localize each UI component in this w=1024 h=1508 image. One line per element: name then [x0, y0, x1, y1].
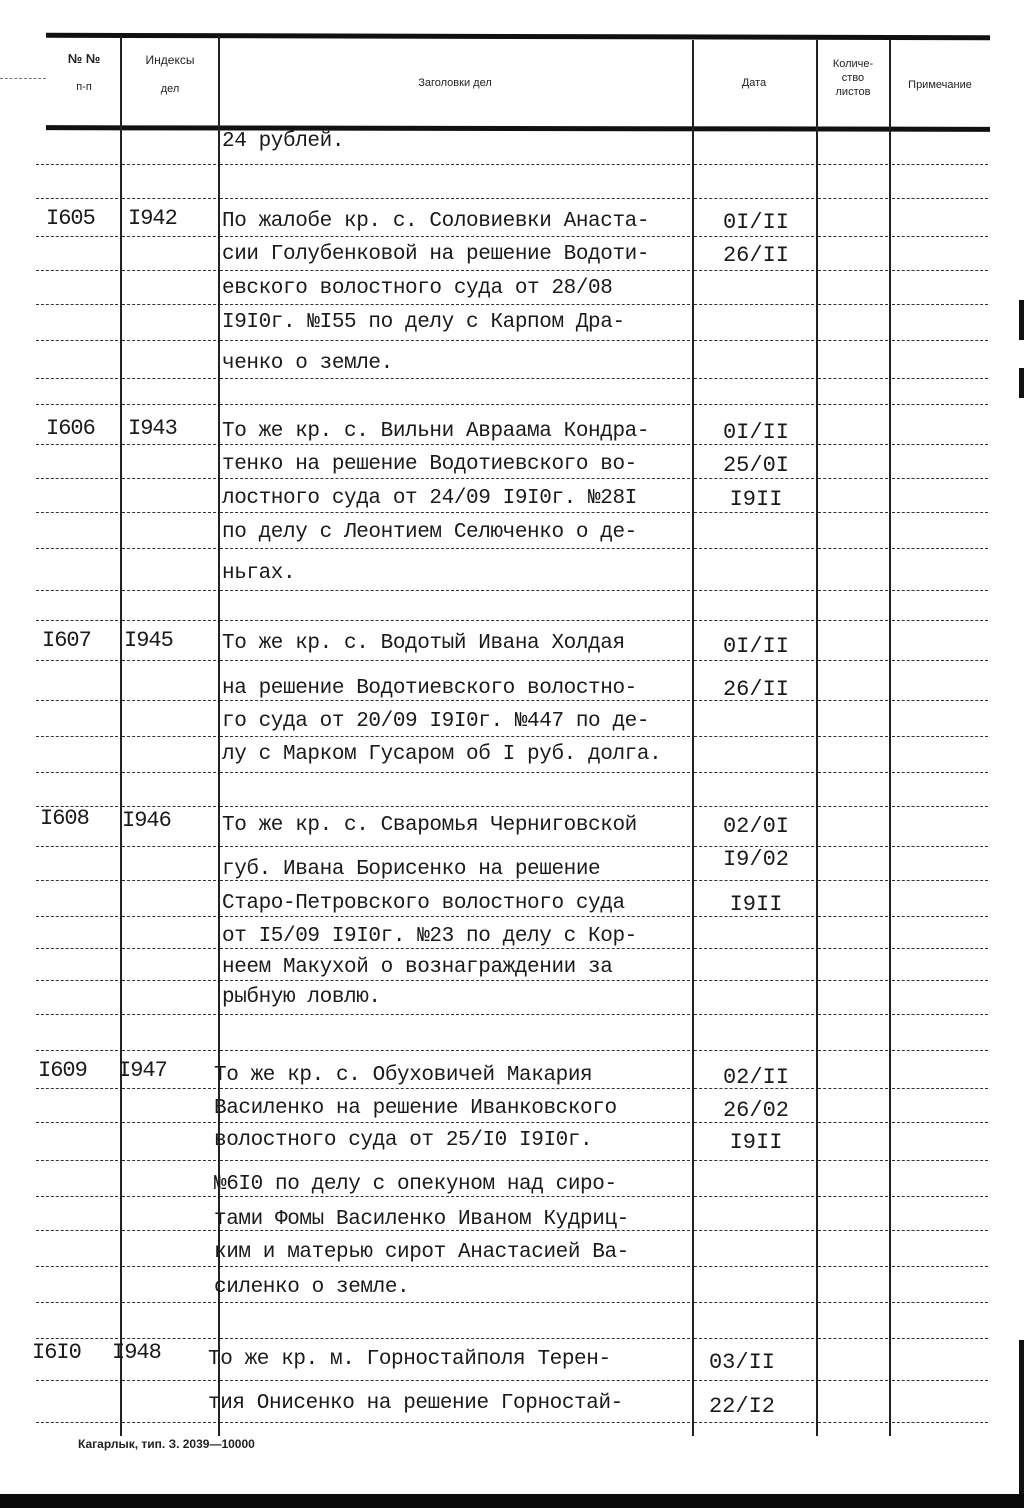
entry-title-line: I9I0г. №I55 по делу с Карпом Дра-: [222, 311, 625, 334]
ruled-line: [122, 1196, 216, 1197]
ruled-line: [220, 548, 690, 549]
ruled-line: [818, 980, 888, 981]
entry-date: 26/02: [722, 1098, 789, 1123]
ruled-line: [892, 590, 988, 591]
ruled-line: [892, 1088, 988, 1089]
ruled-line: [818, 1380, 888, 1381]
ruled-line: [818, 164, 888, 165]
ruled-line: [694, 270, 814, 271]
ruled-line: [694, 806, 814, 807]
ruled-line: [220, 1302, 690, 1303]
ruled-line: [122, 270, 216, 271]
ruled-line: [220, 270, 690, 271]
ruled-line: [220, 806, 690, 807]
ruled-line: [818, 1160, 888, 1161]
ruled-line: [122, 736, 216, 737]
ruled-line: [220, 1014, 690, 1015]
ruled-line: [694, 620, 814, 621]
ruled-line: [36, 378, 118, 379]
header-number-line1: № №: [67, 51, 101, 66]
entry-number: I606: [46, 416, 95, 441]
ruled-line: [694, 340, 814, 341]
ruled-line: [220, 590, 690, 591]
ruled-line: [892, 1014, 988, 1015]
header-date-label: Дата: [741, 77, 767, 89]
ruled-line: [122, 1266, 216, 1267]
ruled-line: [122, 880, 216, 881]
ruled-line: [36, 1050, 118, 1051]
ruled-line: [220, 948, 690, 949]
header-sheets-line2: ство: [841, 71, 865, 84]
entry-date: 02/II: [722, 1065, 789, 1090]
ruled-line: [122, 1302, 216, 1303]
ruled-line: [220, 772, 690, 773]
column-divider-date-sheets: [816, 40, 818, 1436]
header-title-label: Заголовки дел: [418, 77, 492, 89]
ruled-line: [36, 948, 118, 949]
ruled-line: [220, 980, 690, 981]
ruled-line: [818, 378, 888, 379]
ruled-line: [36, 198, 118, 199]
ruled-line: [122, 164, 216, 165]
scan-edge-mark: [1019, 368, 1024, 398]
ruled-line: [694, 880, 814, 881]
ruled-line: [892, 916, 988, 917]
ruled-line: [818, 404, 888, 405]
header-bottom-rule: [46, 125, 990, 132]
ruled-line: [694, 948, 814, 949]
printer-imprint: Кагарлык, тип. З. 2039—10000: [78, 1437, 255, 1451]
entry-title-line: лостного суда от 24/09 I9I0г. №28I: [222, 487, 637, 510]
ruled-line: [220, 444, 690, 445]
entry-date: I9/02: [722, 847, 789, 872]
ruled-line: [122, 304, 216, 305]
entry-date: 22/I2: [708, 1394, 775, 1419]
ruled-line: [122, 548, 216, 549]
ruled-line: [694, 1302, 814, 1303]
entry-title-line: ньгах.: [222, 562, 296, 585]
ruled-line: [220, 1122, 690, 1123]
ruled-line: [694, 548, 814, 549]
ruled-line: [694, 1160, 814, 1161]
entry-index: I948: [112, 1340, 161, 1365]
ruled-line: [818, 444, 888, 445]
ruled-line: [818, 620, 888, 621]
ruled-line: [220, 340, 690, 341]
continuation-text: 24 рублей.: [222, 130, 345, 153]
ruled-line: [36, 164, 118, 165]
ruled-line: [892, 512, 988, 513]
ruled-line: [122, 916, 216, 917]
ruled-line: [36, 340, 118, 341]
entry-title-line: тенко на решение Водотиевского во-: [222, 453, 637, 476]
ruled-line: [818, 1266, 888, 1267]
ruled-line: [818, 1338, 888, 1339]
header-number-line2: п-п: [76, 80, 92, 93]
header-note-label: Примечание: [908, 79, 972, 91]
ruled-line: [892, 1266, 988, 1267]
entry-title-line: го суда от 20/09 I9I0г. №447 по де-: [222, 710, 650, 733]
ruled-line: [892, 444, 988, 445]
ruled-line: [36, 478, 118, 479]
ruled-line: [694, 512, 814, 513]
ruled-line: [818, 916, 888, 917]
ruled-line: [892, 806, 988, 807]
entry-date: 26/II: [722, 677, 789, 702]
ruled-line: [892, 1230, 988, 1231]
ruled-line: [122, 980, 216, 981]
ruled-line: [892, 304, 988, 305]
ruled-line: [694, 736, 814, 737]
column-divider-title-date: [692, 40, 694, 1436]
ruled-line: [36, 846, 118, 847]
ruled-line: [36, 270, 118, 271]
ruled-line: [220, 512, 690, 513]
entry-index: I946: [122, 808, 171, 833]
ruled-line: [36, 880, 118, 881]
ruled-line: [892, 404, 988, 405]
ruled-line: [818, 270, 888, 271]
ruled-line: [694, 404, 814, 405]
ruled-line: [818, 660, 888, 661]
ruled-line: [122, 236, 216, 237]
ruled-line: [122, 1050, 216, 1051]
entry-number: I605: [46, 206, 95, 231]
entry-title-line: силенко о земле.: [214, 1276, 410, 1299]
ruled-line: [122, 948, 216, 949]
ruled-line: [122, 660, 216, 661]
header-sheets: [818, 58, 888, 99]
ruled-line: [818, 340, 888, 341]
ruled-line: [818, 736, 888, 737]
ruled-line: [36, 1014, 118, 1015]
ruled-line: [36, 1338, 118, 1339]
ruled-line: [694, 772, 814, 773]
ruled-line: [122, 1088, 216, 1089]
ruled-line: [122, 620, 216, 621]
ruled-line: [36, 916, 118, 917]
ruled-line: [220, 478, 690, 479]
header-note: [890, 78, 990, 93]
ruled-line: [818, 846, 888, 847]
entry-title-line: евского волостного суда от 28/08: [222, 277, 613, 300]
ruled-line: [892, 548, 988, 549]
ruled-line: [892, 620, 988, 621]
header-date: [694, 76, 814, 91]
ruled-line: [36, 980, 118, 981]
ruled-line: [818, 880, 888, 881]
entry-index: I945: [124, 628, 173, 653]
ruled-line: [892, 772, 988, 773]
entry-date: I9II: [729, 1130, 783, 1155]
ruled-line: [892, 164, 988, 165]
ruled-line: [220, 378, 690, 379]
ruled-line: [892, 1196, 988, 1197]
ruled-line: [818, 1088, 888, 1089]
ruled-line: [892, 340, 988, 341]
ruled-line: [36, 1088, 118, 1089]
ruled-line: [122, 1122, 216, 1123]
ruled-line: [220, 1338, 690, 1339]
entry-title-line: По жалобе кр. с. Соловиевки Анаста-: [222, 210, 650, 233]
ruled-line: [122, 846, 216, 847]
ruled-line: [36, 1380, 118, 1381]
entry-date: 25/0I: [722, 453, 789, 478]
ruled-line: [220, 1050, 690, 1051]
ruled-line: [36, 444, 118, 445]
scan-edge-mark: [1019, 1340, 1024, 1500]
entry-date: 0I/II: [722, 634, 789, 659]
ruled-line: [220, 1422, 690, 1423]
entry-date: 03/II: [708, 1350, 775, 1375]
ruled-line: [892, 270, 988, 271]
ruled-line: [220, 700, 690, 701]
ruled-line: [818, 1230, 888, 1231]
ruled-line: [694, 1230, 814, 1231]
ruled-line: [818, 772, 888, 773]
ruled-line: [694, 198, 814, 199]
ruled-line: [892, 880, 988, 881]
ruled-line: [36, 736, 118, 737]
header-sheets-line1: Количе-: [832, 58, 874, 70]
ruled-line: [36, 1160, 118, 1161]
ruled-line: [122, 340, 216, 341]
entry-date: 0I/II: [722, 420, 789, 445]
entry-title-line: То же кр. с. Обуховичей Макария: [214, 1064, 593, 1087]
ruled-line: [892, 478, 988, 479]
entry-title-line: волостного суда от 25/I0 I9I0г.: [214, 1129, 593, 1152]
ruled-line: [694, 164, 814, 165]
ruled-line: [122, 806, 216, 807]
entry-title-line: неем Макухой о вознаграждении за: [222, 956, 613, 979]
ruled-line: [220, 846, 690, 847]
ruled-line: [818, 590, 888, 591]
ruled-line: [694, 980, 814, 981]
entry-title-line: №6I0 по делу с опекуном над сиро-: [214, 1173, 617, 1196]
ruled-line: [36, 236, 118, 237]
ruled-line: [818, 806, 888, 807]
ruled-line: [694, 1422, 814, 1423]
ruled-line: [892, 660, 988, 661]
column-divider-sheets-note: [889, 40, 891, 1436]
entry-title-line: Василенко на решение Иванковского: [214, 1097, 617, 1120]
entry-title-line: То же кр. с. Водотый Ивана Холдая: [222, 632, 625, 655]
ruled-line: [220, 620, 690, 621]
ruled-line: [36, 304, 118, 305]
ruled-line: [818, 948, 888, 949]
entry-date: 0I/II: [722, 210, 789, 235]
ruled-line: [818, 700, 888, 701]
ruled-line: [220, 1380, 690, 1381]
entry-title-line: ченко о земле.: [222, 352, 393, 375]
entry-number: I609: [38, 1058, 87, 1083]
ruled-line: [36, 1422, 118, 1423]
entry-date: I9II: [729, 487, 783, 512]
ruled-line: [892, 1302, 988, 1303]
ruled-line: [220, 1196, 690, 1197]
ruled-line: [122, 772, 216, 773]
ruled-line: [892, 1050, 988, 1051]
ruled-line: [818, 1014, 888, 1015]
entry-title-line: ким и матерью сирот Анастасией Ва-: [214, 1241, 629, 1264]
ruled-line: [818, 512, 888, 513]
ruled-line: [122, 512, 216, 513]
ruled-line: [818, 1302, 888, 1303]
ruled-line: [818, 198, 888, 199]
ruled-line: [694, 1014, 814, 1015]
ruled-line: [694, 478, 814, 479]
ruled-line: [122, 1160, 216, 1161]
scan-bottom-edge: [0, 1494, 1024, 1508]
ruled-line: [892, 948, 988, 949]
ruled-line: [122, 478, 216, 479]
entry-date: I9II: [729, 892, 783, 917]
ruled-line: [122, 404, 216, 405]
ruled-line: [220, 164, 690, 165]
ruled-line: [818, 1422, 888, 1423]
ruled-line: [818, 1196, 888, 1197]
entry-title-line: губ. Ивана Борисенко на решение: [222, 858, 601, 881]
ruled-line: [36, 548, 118, 549]
ruled-line: [36, 772, 118, 773]
ruled-line: [36, 1196, 118, 1197]
ruled-line: [892, 198, 988, 199]
ruled-line: [220, 304, 690, 305]
ruled-line: [122, 1338, 216, 1339]
ruled-line: [892, 1122, 988, 1123]
ruled-line: [36, 404, 118, 405]
entry-index: I943: [128, 416, 177, 441]
entry-title-line: рыбную ловлю.: [222, 986, 381, 1009]
ruled-line: [220, 198, 690, 199]
ruled-line: [892, 1338, 988, 1339]
ruled-line: [694, 1050, 814, 1051]
ruled-line: [36, 1302, 118, 1303]
ruled-line: [694, 1196, 814, 1197]
ruled-line: [694, 660, 814, 661]
ruled-line: [694, 590, 814, 591]
ruled-line: [36, 620, 118, 621]
entry-title-line: по делу с Леонтием Селюченко о де-: [222, 521, 637, 544]
entry-number: I608: [40, 806, 89, 831]
header-sheets-line3: листов: [835, 85, 871, 98]
entry-title-line: То же кр. м. Горностайполя Терен-: [208, 1348, 611, 1371]
ruled-line: [220, 1160, 690, 1161]
ruled-line: [122, 198, 216, 199]
ruled-line: [818, 548, 888, 549]
scan-edge-mark: [1019, 300, 1024, 340]
header-index: [122, 52, 218, 97]
ruled-line: [220, 236, 690, 237]
ruled-line: [694, 378, 814, 379]
entry-title-line: на решение Водотиевского волостно-: [222, 677, 637, 700]
entry-title-line: тия Онисенко на решение Горностай-: [208, 1392, 623, 1415]
entry-number: I607: [42, 628, 91, 653]
ruled-line: [36, 512, 118, 513]
ruled-line: [220, 916, 690, 917]
entry-title-line: тами Фомы Василенко Иваном Кудриц-: [214, 1208, 629, 1231]
entry-index: I947: [118, 1058, 167, 1083]
ruled-line: [892, 846, 988, 847]
ruled-line: [694, 1266, 814, 1267]
ruled-line: [220, 660, 690, 661]
entry-date: 26/II: [722, 243, 789, 268]
ruled-line: [818, 304, 888, 305]
ruled-line: [122, 1422, 216, 1423]
ruled-line: [220, 1088, 690, 1089]
ruled-line: [36, 1230, 118, 1231]
ruled-line: [818, 236, 888, 237]
entry-title-line: сии Голубенковой на решение Водоти-: [222, 243, 650, 266]
entry-date: 02/0I: [722, 814, 789, 839]
ruled-line: [892, 1380, 988, 1381]
ruled-line: [122, 378, 216, 379]
ruled-line: [892, 980, 988, 981]
top-rule: [46, 33, 990, 40]
ruled-line: [818, 1050, 888, 1051]
entry-title-line: То же кр. с. Сваромья Черниговской: [222, 814, 637, 837]
ruled-line: [818, 1122, 888, 1123]
ruled-line: [220, 736, 690, 737]
ruled-line: [694, 236, 814, 237]
entry-title-line: лу с Марком Гусаром об I руб. долга.: [222, 743, 662, 766]
ruled-line: [892, 1422, 988, 1423]
entry-title-line: Старо-Петровского волостного суда: [222, 892, 625, 915]
ruled-line: [36, 1122, 118, 1123]
ruled-line: [122, 590, 216, 591]
entry-title-line: То же кр. с. Вильни Авраама Кондра-: [222, 420, 650, 443]
ruled-line: [122, 1014, 216, 1015]
ruled-line: [892, 378, 988, 379]
entry-index: I942: [128, 206, 177, 231]
entry-number: I6I0: [32, 1340, 81, 1365]
ruled-line: [36, 660, 118, 661]
ruled-line: [122, 700, 216, 701]
ruled-line: [36, 590, 118, 591]
header-index-line1: Индексы: [145, 53, 195, 67]
header-number: [50, 50, 118, 94]
ruled-line: [36, 1266, 118, 1267]
ruled-line: [892, 236, 988, 237]
ruled-line: [892, 1160, 988, 1161]
ruled-line: [36, 700, 118, 701]
entry-title-line: от I5/09 I9I0г. №23 по делу с Кор-: [222, 925, 637, 948]
ruled-line: [122, 444, 216, 445]
ruled-line: [892, 736, 988, 737]
header-index-line2: дел: [160, 83, 180, 96]
margin-dotted-line: [0, 78, 46, 79]
ruled-line: [694, 304, 814, 305]
ruled-line: [694, 1338, 814, 1339]
ruled-line: [220, 1266, 690, 1267]
header-title: [220, 76, 690, 91]
ruled-line: [892, 700, 988, 701]
ruled-line: [220, 404, 690, 405]
ruled-line: [122, 1380, 216, 1381]
ruled-line: [122, 1230, 216, 1231]
ruled-line: [694, 1380, 814, 1381]
ruled-line: [818, 478, 888, 479]
